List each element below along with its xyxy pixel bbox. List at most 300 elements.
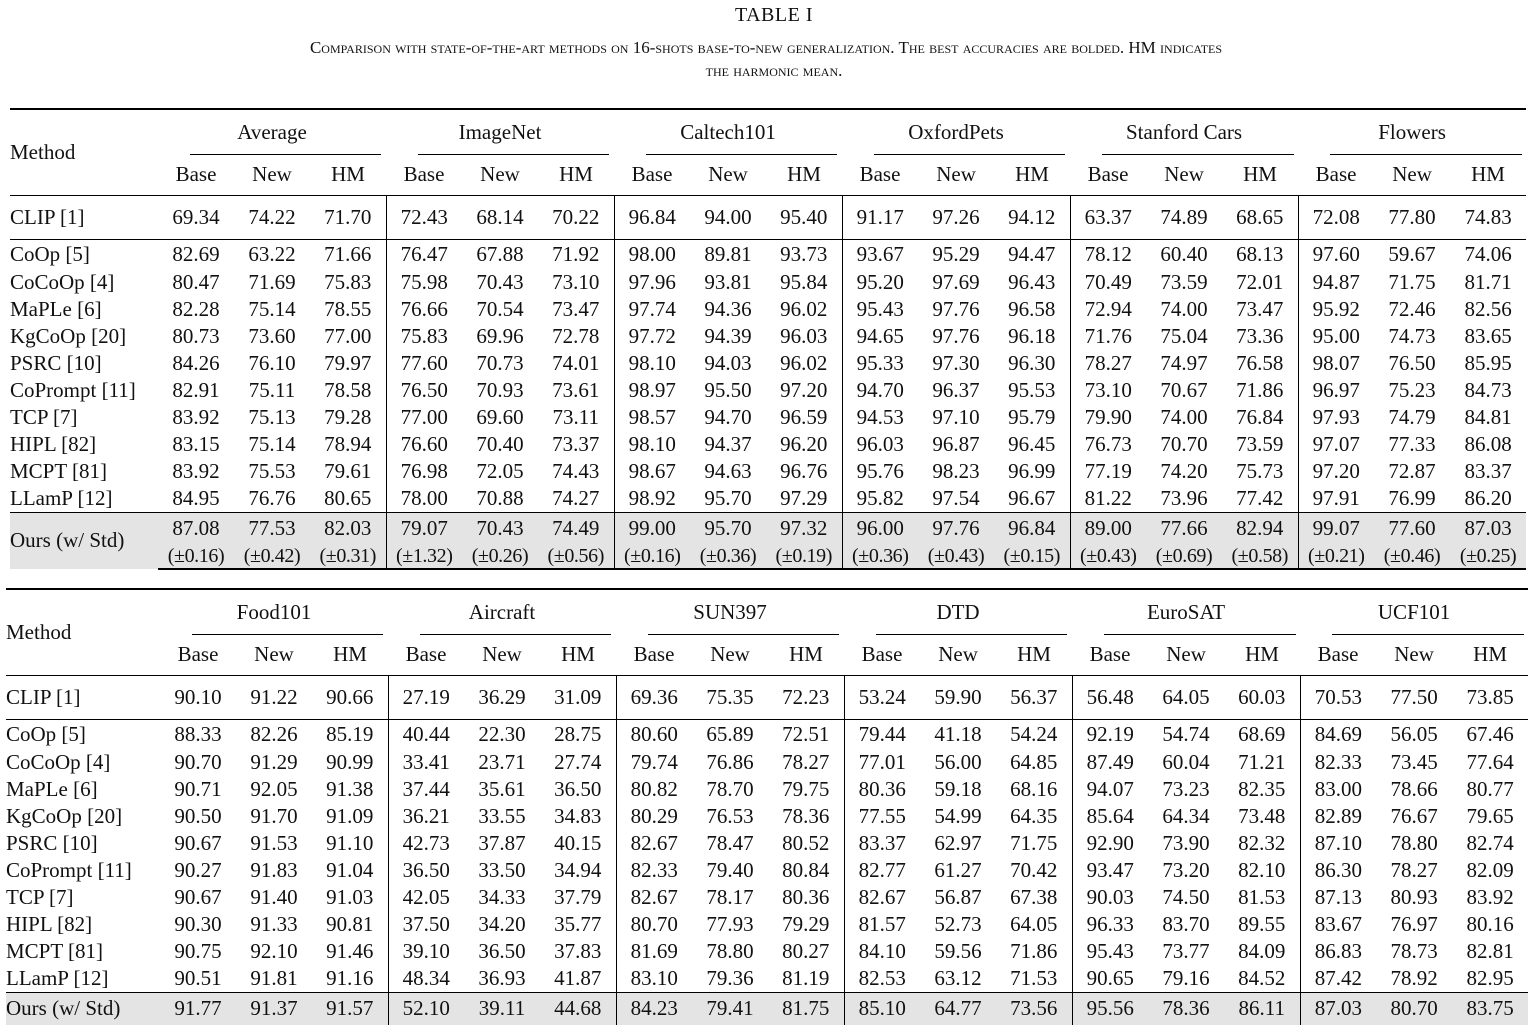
value-cell: 83.37 (1464, 459, 1512, 483)
std-cell: (±0.31) (310, 545, 386, 569)
dataset-header: Flowers (1298, 109, 1526, 155)
value-cell: 93.47 (1072, 857, 1148, 884)
value-cell: 79.28 (324, 405, 372, 429)
metric-header: HM (1473, 642, 1507, 667)
value-cell: 79.29 (782, 912, 830, 936)
method-name: Ours (w/ Std) (10, 512, 158, 569)
value-cell: 82.35 (1238, 777, 1286, 801)
method-name: TCP [7] (10, 405, 78, 429)
value-cell: 96.58 (1008, 297, 1056, 321)
value-cell: 90.27 (174, 858, 222, 882)
value-cell: 33.55 (478, 804, 526, 828)
value-cell: 36.93 (478, 965, 526, 990)
value-cell: 76.58 (1236, 351, 1284, 375)
value-cell: 84.52 (1238, 965, 1286, 990)
method-name: TCP [7] (6, 885, 74, 909)
value-cell: 34.20 (478, 912, 526, 936)
value-cell: 73.59 (1236, 432, 1284, 456)
metric-header: New (708, 162, 748, 187)
value-cell: 81.53 (1238, 885, 1286, 909)
method-name: PSRC [10] (6, 831, 98, 855)
value-cell: 79.16 (1162, 965, 1210, 990)
metric-header: HM (331, 162, 365, 187)
value-cell: 70.93 (476, 378, 524, 402)
value-cell: 98.23 (932, 459, 980, 483)
metric-header: Base (631, 162, 673, 187)
value-cell: 60.04 (1162, 750, 1210, 774)
ours-row (6, 992, 1528, 1025)
value-cell: 68.13 (1222, 239, 1298, 269)
method-row (6, 965, 1528, 992)
value-cell: 95.40 (766, 195, 842, 239)
value-cell: 80.70 (1376, 992, 1452, 1025)
value-cell: 82.94 (1222, 512, 1298, 545)
value-cell: 82.28 (172, 297, 220, 321)
value-cell: 98.57 (614, 404, 690, 431)
value-cell: 80.82 (616, 776, 692, 803)
value-cell: 76.99 (1388, 485, 1436, 510)
value-cell: 91.16 (326, 965, 374, 990)
value-cell: 71.21 (1238, 750, 1286, 774)
value-cell: 79.07 (386, 512, 462, 545)
value-cell: 89.00 (1070, 512, 1146, 545)
results-table-top (10, 108, 1526, 570)
value-cell: 76.97 (1390, 912, 1438, 936)
value-cell: 73.61 (552, 378, 600, 402)
value-cell: 98.10 (614, 431, 690, 458)
std-cell: (±0.58) (1222, 545, 1298, 569)
value-cell: 83.37 (844, 830, 920, 857)
std-cell: (±1.32) (386, 545, 462, 569)
value-cell: 77.00 (324, 324, 372, 348)
value-cell: 80.84 (782, 858, 830, 882)
dataset-header-row (6, 589, 1528, 635)
value-cell: 81.22 (1070, 485, 1146, 512)
dataset-header: OxfordPets (842, 109, 1070, 155)
value-cell: 87.03 (1450, 512, 1526, 545)
value-cell: 78.80 (706, 939, 754, 963)
value-cell: 89.55 (1238, 912, 1286, 936)
value-cell: 83.00 (1300, 776, 1376, 803)
std-cell: (±0.36) (842, 545, 918, 569)
value-cell: 74.50 (1162, 885, 1210, 909)
value-cell: 68.65 (1222, 195, 1298, 239)
value-cell: 82.89 (1300, 803, 1376, 830)
value-cell: 73.10 (552, 270, 600, 294)
value-cell: 94.00 (690, 195, 766, 239)
value-cell: 70.43 (462, 512, 538, 545)
value-cell: 78.27 (1070, 350, 1146, 377)
value-cell: 91.81 (250, 965, 298, 990)
value-cell: 77.19 (1070, 458, 1146, 485)
value-cell: 82.26 (236, 719, 312, 749)
value-cell: 79.65 (1466, 804, 1514, 828)
value-cell: 80.27 (782, 939, 830, 963)
method-name: CLIP [1] (10, 195, 158, 239)
value-cell: 75.14 (248, 297, 296, 321)
method-name: HIPL [82] (10, 432, 97, 456)
value-cell: 83.15 (172, 432, 220, 456)
dataset-header: Aircraft (388, 589, 616, 635)
value-cell: 64.05 (1148, 675, 1224, 719)
value-cell: 83.10 (616, 965, 692, 992)
value-cell: 63.22 (234, 239, 310, 269)
value-cell: 36.21 (388, 803, 464, 830)
value-cell: 82.77 (844, 857, 920, 884)
value-cell: 91.46 (326, 939, 374, 963)
value-cell: 87.49 (1072, 749, 1148, 776)
value-cell: 87.10 (1300, 830, 1376, 857)
value-cell: 67.88 (462, 239, 538, 269)
value-cell: 93.73 (766, 239, 842, 269)
value-cell: 84.81 (1464, 405, 1512, 429)
value-cell: 96.02 (780, 297, 828, 321)
value-cell: 99.07 (1298, 512, 1374, 545)
value-cell: 78.55 (324, 297, 372, 321)
value-cell: 73.56 (996, 992, 1072, 1025)
value-cell: 54.24 (996, 719, 1072, 749)
value-cell: 44.68 (540, 992, 616, 1025)
value-cell: 86.11 (1224, 992, 1300, 1025)
value-cell: 96.00 (842, 512, 918, 545)
value-cell: 82.33 (1300, 749, 1376, 776)
value-cell: 76.73 (1070, 431, 1146, 458)
dataset-header: Average (158, 109, 386, 155)
value-cell: 77.80 (1374, 195, 1450, 239)
value-cell: 70.42 (1010, 858, 1058, 882)
value-cell: 72.01 (1236, 270, 1284, 294)
value-cell: 92.10 (250, 939, 298, 963)
value-cell: 97.91 (1298, 485, 1374, 512)
value-cell: 97.54 (932, 485, 980, 510)
value-cell: 85.19 (312, 719, 388, 749)
value-cell: 94.36 (704, 297, 752, 321)
value-cell: 56.00 (934, 750, 982, 774)
value-cell: 71.53 (1010, 965, 1058, 990)
table-caption-line2: the harmonic mean. (705, 61, 843, 80)
value-cell: 53.24 (844, 675, 920, 719)
value-cell: 74.79 (1388, 405, 1436, 429)
value-cell: 81.75 (768, 992, 844, 1025)
value-cell: 72.23 (768, 675, 844, 719)
value-cell: 77.66 (1146, 512, 1222, 545)
value-cell: 90.65 (1072, 965, 1148, 992)
value-cell: 78.36 (782, 804, 830, 828)
value-cell: 83.70 (1162, 912, 1210, 936)
value-cell: 56.37 (996, 675, 1072, 719)
value-cell: 82.32 (1238, 831, 1286, 855)
method-name: KgCoOp [20] (6, 804, 123, 828)
value-cell: 84.26 (172, 351, 220, 375)
value-cell: 82.09 (1466, 858, 1514, 882)
value-cell: 70.40 (476, 432, 524, 456)
value-cell: 80.47 (172, 270, 220, 294)
value-cell: 73.23 (1162, 777, 1210, 801)
value-cell: 61.27 (934, 858, 982, 882)
std-cell: (±0.69) (1146, 545, 1222, 569)
value-cell: 78.00 (386, 485, 462, 512)
method-name: MCPT [81] (10, 459, 108, 483)
value-cell: 59.18 (934, 777, 982, 801)
metric-header: New (254, 642, 294, 667)
dataset-header: SUN397 (616, 589, 844, 635)
value-cell: 72.05 (476, 459, 524, 483)
std-cell: (±0.15) (994, 545, 1070, 569)
value-cell: 73.59 (1160, 270, 1208, 294)
value-cell: 41.18 (920, 719, 996, 749)
method-name: CoPrompt [11] (10, 378, 136, 402)
value-cell: 73.77 (1162, 939, 1210, 963)
value-cell: 92.05 (250, 777, 298, 801)
value-cell: 91.40 (250, 885, 298, 909)
value-cell: 35.77 (554, 912, 602, 936)
std-cell: (±0.42) (234, 545, 310, 569)
value-cell: 64.05 (1010, 912, 1058, 936)
value-cell: 90.51 (174, 965, 222, 990)
value-cell: 94.70 (704, 405, 752, 429)
value-cell: 71.66 (310, 239, 386, 269)
value-cell: 36.50 (388, 857, 464, 884)
value-cell: 70.88 (476, 485, 524, 510)
metric-header: Base (859, 162, 901, 187)
value-cell: 39.11 (464, 992, 540, 1025)
value-cell: 71.92 (538, 239, 614, 269)
value-cell: 98.07 (1298, 350, 1374, 377)
value-cell: 82.10 (1238, 858, 1286, 882)
value-cell: 97.07 (1298, 431, 1374, 458)
metric-header: Base (175, 162, 217, 187)
method-row (10, 431, 1526, 458)
value-cell: 69.34 (158, 195, 234, 239)
baseline-row (10, 195, 1526, 239)
value-cell: 94.03 (704, 351, 752, 375)
metric-header: HM (787, 162, 821, 187)
value-cell: 74.00 (1160, 405, 1208, 429)
value-cell: 78.12 (1070, 239, 1146, 269)
value-cell: 78.70 (706, 777, 754, 801)
value-cell: 78.66 (1390, 777, 1438, 801)
value-cell: 82.67 (616, 830, 692, 857)
ours-std-row (10, 545, 1526, 569)
value-cell: 97.96 (614, 269, 690, 296)
method-name: LLamP [12] (10, 485, 113, 510)
value-cell: 74.22 (234, 195, 310, 239)
value-cell: 76.53 (706, 804, 754, 828)
metric-header: Base (1315, 162, 1357, 187)
value-cell: 71.76 (1070, 323, 1146, 350)
method-row (6, 719, 1528, 749)
metric-header: HM (1243, 162, 1277, 187)
value-cell: 67.38 (1010, 885, 1058, 909)
value-cell: 42.05 (388, 884, 464, 911)
value-cell: 82.53 (844, 965, 920, 992)
value-cell: 71.75 (1010, 831, 1058, 855)
value-cell: 54.74 (1148, 719, 1224, 749)
value-cell: 83.75 (1452, 992, 1528, 1025)
value-cell: 69.96 (476, 324, 524, 348)
value-cell: 63.12 (934, 965, 982, 990)
value-cell: 75.14 (248, 432, 296, 456)
metric-header: HM (561, 642, 595, 667)
value-cell: 96.87 (932, 432, 980, 456)
value-cell: 75.04 (1160, 324, 1208, 348)
value-cell: 78.27 (1390, 858, 1438, 882)
value-cell: 78.80 (1390, 831, 1438, 855)
value-cell: 92.19 (1072, 719, 1148, 749)
value-cell: 68.69 (1224, 719, 1300, 749)
value-cell: 59.67 (1374, 239, 1450, 269)
value-cell: 70.49 (1070, 269, 1146, 296)
value-cell: 84.10 (844, 938, 920, 965)
value-cell: 74.43 (552, 459, 600, 483)
value-cell: 80.93 (1390, 885, 1438, 909)
value-cell: 99.00 (614, 512, 690, 545)
std-cell: (±0.16) (614, 545, 690, 569)
value-cell: 70.22 (538, 195, 614, 239)
value-cell: 97.20 (780, 378, 828, 402)
value-cell: 95.00 (1298, 323, 1374, 350)
value-cell: 73.20 (1162, 858, 1210, 882)
metric-header: HM (559, 162, 593, 187)
metric-header: New (936, 162, 976, 187)
value-cell: 76.84 (1236, 405, 1284, 429)
value-cell: 67.46 (1452, 719, 1528, 749)
metric-header: Base (177, 642, 219, 667)
value-cell: 64.85 (1010, 750, 1058, 774)
value-cell: 75.53 (248, 459, 296, 483)
value-cell: 91.09 (326, 804, 374, 828)
value-cell: 94.65 (842, 323, 918, 350)
value-cell: 37.50 (388, 911, 464, 938)
value-cell: 74.83 (1450, 195, 1526, 239)
value-cell: 96.20 (780, 432, 828, 456)
value-cell: 36.50 (554, 777, 602, 801)
value-cell: 37.79 (554, 885, 602, 909)
value-cell: 80.60 (616, 719, 692, 749)
std-cell: (±0.21) (1298, 545, 1374, 569)
metric-header-row (10, 155, 1526, 195)
metric-header: HM (333, 642, 367, 667)
value-cell: 95.84 (780, 270, 828, 294)
value-cell: 70.43 (476, 270, 524, 294)
value-cell: 94.53 (842, 404, 918, 431)
value-cell: 96.99 (1008, 459, 1056, 483)
value-cell: 73.10 (1070, 377, 1146, 404)
value-cell: 77.93 (706, 912, 754, 936)
value-cell: 96.67 (1008, 485, 1056, 510)
value-cell: 68.16 (1010, 777, 1058, 801)
value-cell: 89.81 (690, 239, 766, 269)
value-cell: 82.03 (310, 512, 386, 545)
value-cell: 91.57 (312, 992, 388, 1025)
value-cell: 68.14 (462, 195, 538, 239)
method-row (6, 830, 1528, 857)
method-row (10, 323, 1526, 350)
value-cell: 91.77 (160, 992, 236, 1025)
metric-header: New (938, 642, 978, 667)
value-cell: 86.83 (1300, 938, 1376, 965)
value-cell: 69.60 (476, 405, 524, 429)
value-cell: 95.43 (842, 296, 918, 323)
value-cell: 94.87 (1298, 269, 1374, 296)
method-header: Method (10, 109, 158, 195)
value-cell: 83.92 (172, 405, 220, 429)
value-cell: 90.75 (174, 939, 222, 963)
value-cell: 97.60 (1298, 239, 1374, 269)
value-cell: 64.77 (920, 992, 996, 1025)
method-row (6, 776, 1528, 803)
value-cell: 80.73 (172, 324, 220, 348)
value-cell: 79.44 (844, 719, 920, 749)
value-cell: 76.98 (386, 458, 462, 485)
value-cell: 91.22 (236, 675, 312, 719)
value-cell: 96.33 (1072, 911, 1148, 938)
value-cell: 90.81 (326, 912, 374, 936)
value-cell: 34.83 (554, 804, 602, 828)
value-cell: 31.09 (540, 675, 616, 719)
value-cell: 22.30 (464, 719, 540, 749)
value-cell: 75.35 (692, 675, 768, 719)
value-cell: 95.50 (704, 378, 752, 402)
method-name: MaPLe [6] (6, 777, 98, 801)
value-cell: 63.37 (1070, 195, 1146, 239)
metric-header-row (6, 635, 1528, 675)
value-cell: 82.95 (1466, 965, 1514, 990)
value-cell: 96.43 (1008, 270, 1056, 294)
value-cell: 64.35 (1010, 804, 1058, 828)
value-cell: 94.39 (704, 324, 752, 348)
value-cell: 72.43 (386, 195, 462, 239)
value-cell: 78.27 (782, 750, 830, 774)
value-cell: 36.50 (478, 939, 526, 963)
value-cell: 82.74 (1466, 831, 1514, 855)
value-cell: 90.50 (174, 804, 222, 828)
value-cell: 33.50 (478, 858, 526, 882)
value-cell: 96.97 (1298, 377, 1374, 404)
value-cell: 86.20 (1464, 485, 1512, 510)
method-name: CoPrompt [11] (6, 858, 132, 882)
value-cell: 91.04 (326, 858, 374, 882)
value-cell: 75.13 (248, 405, 296, 429)
method-row (10, 269, 1526, 296)
value-cell: 71.86 (1010, 939, 1058, 963)
value-cell: 98.10 (614, 350, 690, 377)
metric-header: New (1164, 162, 1204, 187)
value-cell: 73.90 (1162, 831, 1210, 855)
method-name: CoOp [5] (10, 239, 158, 269)
metric-header: HM (1245, 642, 1279, 667)
method-row (6, 884, 1528, 911)
value-cell: 90.03 (1072, 884, 1148, 911)
metric-header: Base (405, 642, 447, 667)
metric-header: New (480, 162, 520, 187)
std-cell: (±0.36) (690, 545, 766, 569)
method-name: CoOp [5] (6, 719, 160, 749)
method-name: PSRC [10] (10, 351, 102, 375)
value-cell: 74.20 (1160, 459, 1208, 483)
value-cell: 56.05 (1376, 719, 1452, 749)
metric-header: New (252, 162, 292, 187)
value-cell: 72.94 (1070, 296, 1146, 323)
std-cell: (±0.43) (1070, 545, 1146, 569)
dataset-header-row (10, 109, 1526, 155)
value-cell: 74.97 (1160, 351, 1208, 375)
metric-header: HM (1471, 162, 1505, 187)
value-cell: 70.70 (1160, 432, 1208, 456)
metric-header: HM (789, 642, 823, 667)
value-cell: 72.08 (1298, 195, 1374, 239)
value-cell: 82.91 (172, 378, 220, 402)
